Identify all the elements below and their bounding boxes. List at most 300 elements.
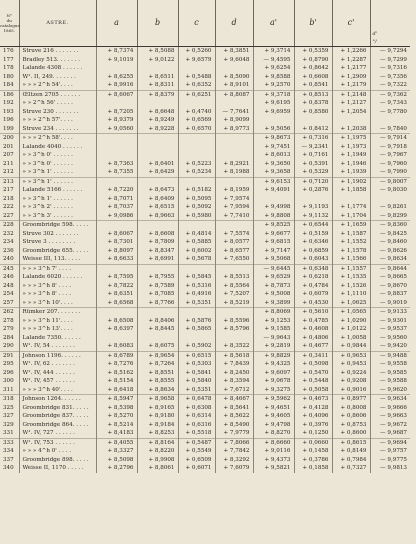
value-a bbox=[96, 143, 137, 152]
value-c: + 0,5234 bbox=[178, 168, 215, 177]
value-c-prime: + 1,2177 bbox=[332, 64, 370, 73]
value-b-prime: + 0,5391 bbox=[294, 160, 332, 169]
value-a: + 8,7220 bbox=[96, 186, 137, 195]
value-d-prime bbox=[370, 195, 410, 204]
value-d: + 8,5641 bbox=[215, 404, 253, 413]
catalogue-number: 211 bbox=[3, 160, 14, 167]
value-c-prime: + 1,1946 bbox=[332, 160, 370, 169]
table-row bbox=[0, 90, 410, 99]
catalogue-number: 325 bbox=[3, 404, 14, 411]
value-d-prime: — 9,8460 bbox=[370, 238, 410, 247]
header-col-a: a bbox=[96, 0, 137, 47]
star-name: » » 2^h 56' . . . . . bbox=[19, 99, 96, 108]
value-d: + 7,5574 bbox=[215, 230, 253, 239]
catalogue-number: 186 bbox=[0, 90, 19, 99]
value-b-prime: + 0,3411 bbox=[294, 351, 332, 360]
value-a-prime: + 9,6254 bbox=[253, 64, 294, 73]
value-c: + 0,5518 bbox=[178, 429, 215, 438]
value-d-prime: — 9,9488 bbox=[370, 351, 410, 360]
value-d: + 7,8439 bbox=[215, 360, 253, 369]
value-d-prime: — 9,9813 bbox=[370, 464, 410, 473]
value-c-prime: + 0,8753 bbox=[332, 421, 370, 430]
star-name: W¹. IV, 727 . . . . . . bbox=[19, 429, 96, 438]
value-d: + 7,6712 bbox=[215, 386, 253, 395]
catalogue-number: 296 bbox=[3, 369, 14, 376]
value-a: + 8,7595 bbox=[96, 273, 137, 282]
table-row bbox=[0, 464, 410, 473]
value-a-prime: + 9,4325 bbox=[253, 360, 294, 369]
table-row bbox=[0, 264, 410, 273]
value-d bbox=[215, 151, 253, 160]
value-c bbox=[178, 151, 215, 160]
catalogue-number: 177 bbox=[3, 56, 14, 63]
value-c-prime: + 1,1566 bbox=[332, 255, 370, 264]
value-c: + 0,6002 bbox=[178, 247, 215, 256]
table-row bbox=[0, 360, 410, 369]
value-b bbox=[137, 221, 178, 230]
star-name: » » » 3^h 11'. . . . bbox=[19, 317, 96, 326]
catalogue-number: 257 bbox=[3, 299, 14, 306]
value-c-prime: + 1,2909 bbox=[332, 73, 370, 82]
table-row bbox=[0, 377, 410, 386]
value-b-prime: + 0,6348 bbox=[294, 264, 332, 273]
value-b: + 8,6473 bbox=[137, 186, 178, 195]
value-c: + 0,5885 bbox=[178, 238, 215, 247]
value-a: + 8,6067 bbox=[96, 90, 137, 99]
value-d bbox=[215, 221, 253, 230]
star-name: Struve 216 . . . . . . . bbox=[19, 47, 96, 56]
value-b-prime: + 0,1458 bbox=[294, 447, 332, 456]
value-a: + 8,7374 bbox=[96, 47, 137, 56]
value-c bbox=[178, 134, 215, 143]
value-d: + 8,1988 bbox=[215, 168, 253, 177]
catalogue-number: 327 bbox=[3, 413, 14, 419]
value-d: — 7,7641 bbox=[215, 108, 253, 117]
catalogue-number: 192 bbox=[3, 100, 14, 106]
star-name: Rümker 207. . . . . . . bbox=[19, 308, 96, 317]
value-b-prime: + 0,5610 bbox=[294, 308, 332, 317]
value-c-prime: + 1,1902 bbox=[332, 177, 370, 186]
value-b-prime: + 0,3976 bbox=[294, 421, 332, 430]
star-name: » » 3^h 1' . . . . . . bbox=[19, 168, 96, 177]
value-c: + 0,6314 bbox=[178, 412, 215, 421]
value-b: + 8,8311 bbox=[137, 81, 178, 90]
table-row bbox=[0, 186, 410, 195]
value-c bbox=[178, 177, 215, 186]
value-b-prime: + 9,1132 bbox=[294, 212, 332, 221]
value-a-prime: + 9,5821 bbox=[253, 464, 294, 473]
value-c bbox=[178, 64, 215, 73]
value-a: + 8,5270 bbox=[96, 412, 137, 421]
value-c-prime: + 0,7327 bbox=[332, 464, 370, 473]
value-d-prime: — 9,8030 bbox=[370, 186, 410, 195]
value-a: + 8,7071 bbox=[96, 195, 137, 204]
value-d: + 8,5490 bbox=[215, 421, 253, 430]
value-a: + 8,4183 bbox=[96, 429, 137, 438]
value-c bbox=[178, 99, 215, 108]
catalogue-number: 184 bbox=[3, 82, 14, 88]
value-a: + 8,9379 bbox=[96, 116, 137, 125]
table-row bbox=[0, 429, 410, 438]
value-c-prime: + 1,1704 bbox=[332, 212, 370, 221]
star-name: Lalande 4308 . . . . . . bbox=[19, 64, 96, 73]
value-d bbox=[215, 334, 253, 343]
catalogue-number: 295 bbox=[3, 361, 14, 367]
value-d-prime: — 9,8644 bbox=[370, 264, 410, 273]
value-c: + 0,6308 bbox=[178, 404, 215, 413]
value-c-prime: + 0,8977 bbox=[332, 395, 370, 404]
catalogue-number: 213 bbox=[0, 177, 19, 186]
value-d: + 8,3851 bbox=[215, 47, 253, 56]
star-name: Struve 302 . . . . . . . bbox=[19, 230, 96, 239]
star-name: Weisse II, 1170 . . . . . bbox=[19, 464, 96, 473]
value-a: + 8,6351 bbox=[96, 290, 137, 299]
table-row bbox=[0, 203, 410, 212]
value-b bbox=[137, 143, 178, 152]
value-b-prime: + 0,8378 bbox=[294, 99, 332, 108]
value-b: + 8,8347 bbox=[137, 247, 178, 256]
value-a: + 8,6633 bbox=[96, 255, 137, 264]
value-d-prime: — 9,7914 bbox=[370, 134, 410, 143]
value-c-prime: + 0,9208 bbox=[332, 377, 370, 386]
value-a: + 8,7205 bbox=[96, 108, 137, 117]
table-row bbox=[0, 230, 410, 239]
value-a-prime: + 9,4998 bbox=[253, 203, 294, 212]
value-d bbox=[215, 64, 253, 73]
value-a-prime: + 9,6815 bbox=[253, 238, 294, 247]
value-a bbox=[96, 99, 137, 108]
value-b-prime: + 0,8580 bbox=[294, 108, 332, 117]
value-a-prime: + 9,8525 bbox=[253, 221, 294, 230]
table-row bbox=[0, 404, 410, 413]
value-a-prime: + 9,2819 bbox=[253, 342, 294, 351]
catalogue-number: 311 bbox=[3, 386, 14, 393]
value-c-prime: + 1,1858 bbox=[332, 186, 370, 195]
star-name: » » » 4^h 0' . . . . bbox=[19, 447, 96, 456]
star-name: W¹. IV, 444 . . . . . . bbox=[19, 369, 96, 378]
value-d: + 8,9099 bbox=[215, 116, 253, 125]
value-c-prime: + 0,8149 bbox=[332, 447, 370, 456]
value-a-prime: + 9,6153 bbox=[253, 177, 294, 186]
catalogue-number: 278 bbox=[3, 317, 14, 324]
catalogue-number: 300 bbox=[3, 378, 14, 384]
value-d: + 8,5622 bbox=[215, 412, 253, 421]
value-c-prime: + 1,1587 bbox=[332, 230, 370, 239]
value-b: + 8,8164 bbox=[137, 438, 178, 447]
value-d: + 8,2921 bbox=[215, 160, 253, 169]
value-a: + 8,7301 bbox=[96, 238, 137, 247]
value-b: + 8,9654 bbox=[137, 351, 178, 360]
value-d-prime: — 9,8007 bbox=[370, 177, 410, 186]
value-c-prime: + 1,1774 bbox=[332, 203, 370, 212]
catalogue-number: 228 bbox=[0, 221, 19, 230]
value-d: + 7,9574 bbox=[215, 195, 253, 204]
star-name: Groombridge 831. . . . . bbox=[19, 404, 96, 413]
catalogue-number: 232 bbox=[3, 230, 14, 237]
value-c: + 0,4740 bbox=[178, 108, 215, 117]
value-d: + 8,2450 bbox=[215, 369, 253, 378]
catalogue-number: 254 bbox=[3, 291, 14, 297]
header-col-a-prime: a' bbox=[253, 0, 294, 47]
value-d-prime: — 9,7294 bbox=[370, 47, 410, 56]
value-a-prime: + 9,3650 bbox=[253, 160, 294, 169]
value-c: + 0,6515 bbox=[178, 351, 215, 360]
value-c bbox=[178, 308, 215, 317]
value-a-prime: + 9,3899 bbox=[253, 299, 294, 308]
star-name: » » » 3^h 10'. . . . bbox=[19, 299, 96, 308]
header-col-c-prime: c' bbox=[332, 0, 370, 47]
table-row bbox=[0, 116, 410, 125]
catalogue-number: 196 bbox=[3, 117, 14, 123]
table-row bbox=[0, 195, 410, 204]
value-a: + 8,5398 bbox=[96, 404, 137, 413]
table-row bbox=[0, 386, 410, 395]
value-d-prime: — 9,7780 bbox=[370, 108, 410, 117]
value-b: + 8,6511 bbox=[137, 73, 178, 82]
value-b-prime: + 0,6043 bbox=[294, 255, 332, 264]
value-b-prime: + 0,7120 bbox=[294, 177, 332, 186]
catalogue-number: 262 bbox=[0, 308, 19, 317]
value-d-prime: — 9,8634 bbox=[370, 255, 410, 264]
value-a-prime: + 9,8588 bbox=[253, 73, 294, 82]
catalogue-number: 337 bbox=[3, 456, 14, 463]
catalogue-number: 318 bbox=[0, 395, 19, 404]
header-col-d-prime-label: d' bbox=[372, 31, 378, 37]
table-row bbox=[0, 47, 410, 56]
value-a-prime: + 9,4651 bbox=[253, 404, 294, 413]
star-name: Struve 3 . . . . . . . . bbox=[19, 238, 96, 247]
value-b-prime: + 9,1193 bbox=[294, 203, 332, 212]
value-b-prime: + 0,7161 bbox=[294, 151, 332, 160]
value-d-prime: — 9,9560 bbox=[370, 334, 410, 343]
value-b-prime: + 0,0660 bbox=[294, 438, 332, 447]
value-a bbox=[96, 334, 137, 343]
value-b-prime: + 0,4608 bbox=[294, 325, 332, 334]
table-row bbox=[0, 325, 410, 334]
table-row bbox=[0, 369, 410, 378]
value-d-prime: — 9,7362 bbox=[370, 90, 410, 99]
value-a: + 8,7822 bbox=[96, 282, 137, 291]
value-c: + 0,5092 bbox=[178, 203, 215, 212]
value-c: + 0,5876 bbox=[178, 317, 215, 326]
value-c: + 0,5678 bbox=[178, 255, 215, 264]
value-a: + 8,6397 bbox=[96, 325, 137, 334]
catalogue-number: 227 bbox=[3, 212, 14, 219]
header-col-b-prime: b' bbox=[294, 0, 332, 47]
value-b-prime: + 0,5359 bbox=[294, 47, 332, 56]
value-d: + 8,5513 bbox=[215, 273, 253, 282]
value-d bbox=[215, 143, 253, 152]
value-d: + 7,9594 bbox=[215, 203, 253, 212]
value-b: + 8,8220 bbox=[137, 447, 178, 456]
value-c: + 0,6569 bbox=[178, 116, 215, 125]
catalogue-number: 240 bbox=[3, 256, 14, 262]
value-a: + 8,7355 bbox=[96, 168, 137, 177]
value-c bbox=[178, 221, 215, 230]
value-a-prime: + 9,6195 bbox=[253, 99, 294, 108]
value-b: + 8,9165 bbox=[137, 404, 178, 413]
star-name: » » 3^h 1' . . . . . . bbox=[19, 195, 96, 204]
value-a-prime: + 9,3714 bbox=[253, 47, 294, 56]
value-a bbox=[96, 264, 137, 273]
value-a bbox=[96, 151, 137, 160]
value-c-prime: + 1,0122 bbox=[332, 325, 370, 334]
catalogue-number: 333 bbox=[0, 438, 19, 447]
value-c-prime: + 0,9453 bbox=[332, 360, 370, 369]
catalogue-number: 207 bbox=[3, 152, 14, 158]
star-name: » » 3^h 0' . . . . . . bbox=[19, 151, 96, 160]
value-a: + 8,5162 bbox=[96, 369, 137, 378]
value-b-prime: + 0,4530 bbox=[294, 299, 332, 308]
value-a: + 9,0986 bbox=[96, 212, 137, 221]
table-row bbox=[0, 64, 410, 73]
value-a-prime: + 9,5068 bbox=[253, 255, 294, 264]
value-d: + 8,5090 bbox=[215, 73, 253, 82]
value-c-prime: + 1,1535 bbox=[332, 273, 370, 282]
value-c-prime: + 1,2127 bbox=[332, 99, 370, 108]
value-b-prime: + 0,8642 bbox=[294, 64, 332, 73]
table-row bbox=[0, 81, 410, 90]
star-name: W¹. IV, 457 . . . . . . bbox=[19, 377, 96, 386]
value-c-prime: + 1,2179 bbox=[332, 81, 370, 90]
catalogue-number: 329 bbox=[3, 421, 14, 428]
table-row bbox=[0, 456, 410, 465]
value-c: + 0,5845 bbox=[178, 273, 215, 282]
value-c: + 0,6316 bbox=[178, 421, 215, 430]
star-name: » » 3^h 0' . . . . . . bbox=[19, 160, 96, 169]
catalogue-number: 340 bbox=[3, 465, 14, 471]
value-b-prime bbox=[294, 116, 332, 125]
value-a-prime: + 9,0116 bbox=[253, 447, 294, 456]
value-b: + 8,8555 bbox=[137, 377, 178, 386]
value-d: + 7,6550 bbox=[215, 255, 253, 264]
header-last-label: °/ bbox=[372, 39, 377, 45]
value-b-prime bbox=[294, 195, 332, 204]
value-d-prime: — 9,8670 bbox=[370, 282, 410, 291]
value-a: + 8,5098 bbox=[96, 456, 137, 465]
value-a-prime bbox=[253, 116, 294, 125]
table-header-row bbox=[0, 0, 410, 47]
table-row bbox=[0, 438, 410, 447]
value-a: + 8,8097 bbox=[96, 247, 137, 256]
star-name: Lalande 4040 . . . . . . bbox=[19, 143, 96, 152]
value-d-prime: — 9,9687 bbox=[370, 429, 410, 438]
catalogue-number: 290 bbox=[3, 343, 14, 349]
value-c-prime: + 1,1526 bbox=[332, 282, 370, 291]
catalogue-number: 200 bbox=[0, 134, 19, 143]
value-b: + 8,9663 bbox=[137, 212, 178, 221]
value-b-prime: + 0,4785 bbox=[294, 317, 332, 326]
value-b-prime: + 0,5058 bbox=[294, 386, 332, 395]
value-c: + 0,4916 bbox=[178, 290, 215, 299]
table-row bbox=[0, 56, 410, 65]
star-name: Weisse III, 113. . . . . bbox=[19, 255, 96, 264]
value-a bbox=[96, 177, 137, 186]
value-a: + 8,7037 bbox=[96, 203, 137, 212]
value-b: + 8,9908 bbox=[137, 456, 178, 465]
table-row bbox=[0, 290, 410, 299]
value-d: + 8,5596 bbox=[215, 317, 253, 326]
value-d: + 8,6577 bbox=[215, 247, 253, 256]
value-a: + 8,5947 bbox=[96, 395, 137, 404]
value-d bbox=[215, 264, 253, 273]
table-row bbox=[0, 395, 410, 404]
value-c: + 0,6071 bbox=[178, 464, 215, 473]
value-c: + 0,5488 bbox=[178, 73, 215, 82]
table-row bbox=[0, 177, 410, 186]
value-d-prime: — 9,7967 bbox=[370, 151, 410, 160]
table-row bbox=[0, 351, 410, 360]
value-c-prime: + 1,1578 bbox=[332, 247, 370, 256]
value-a: + 8,5154 bbox=[96, 377, 137, 386]
value-d-prime: — 9,9663 bbox=[370, 412, 410, 421]
value-a-prime: + 9,7451 bbox=[253, 143, 294, 152]
table-row bbox=[0, 273, 410, 282]
value-d-prime: — 9,7990 bbox=[370, 168, 410, 177]
value-d: + 8,4667 bbox=[215, 395, 253, 404]
value-c-prime: + 1,2287 bbox=[332, 56, 370, 65]
value-d: + 7,8066 bbox=[215, 438, 253, 447]
value-b: + 8,9180 bbox=[137, 412, 178, 421]
value-d: + 8,1959 bbox=[215, 186, 253, 195]
value-d-prime: — 9,9694 bbox=[370, 438, 410, 447]
value-d-prime: — 9,9558 bbox=[370, 360, 410, 369]
value-b: + 8,6648 bbox=[137, 108, 178, 117]
value-d-prime: — 9,9620 bbox=[370, 386, 410, 395]
value-d: + 8,3292 bbox=[215, 456, 253, 465]
catalogue-number: 334 bbox=[3, 448, 14, 454]
star-name: » » » 3^h 8' . . . . bbox=[19, 282, 96, 291]
value-b bbox=[137, 151, 178, 160]
value-a-prime: + 8,7873 bbox=[253, 282, 294, 291]
value-c: + 0,5260 bbox=[178, 47, 215, 56]
value-a bbox=[96, 64, 137, 73]
value-d-prime: — 9,8360 bbox=[370, 221, 410, 230]
value-b-prime: + 0,5098 bbox=[294, 360, 332, 369]
value-b: + 8,9184 bbox=[137, 421, 178, 430]
value-a: + 8,6083 bbox=[96, 342, 137, 351]
value-d-prime: — 9,9133 bbox=[370, 308, 410, 317]
value-b: + 8,9228 bbox=[137, 125, 178, 134]
value-d-prime bbox=[370, 116, 410, 125]
value-d bbox=[215, 308, 253, 317]
catalogue-number: 236 bbox=[3, 247, 14, 254]
value-b: + 8,8551 bbox=[137, 369, 178, 378]
value-c: + 0,5841 bbox=[178, 369, 215, 378]
value-d: + 7,9779 bbox=[215, 429, 253, 438]
value-a-prime: + 9,1253 bbox=[253, 317, 294, 326]
value-d-prime: — 9,9019 bbox=[370, 299, 410, 308]
star-name: » » » 3^h 13'. . . . bbox=[19, 325, 96, 334]
value-c: + 0,5351 bbox=[178, 386, 215, 395]
value-c-prime bbox=[332, 195, 370, 204]
value-b: + 8,8634 bbox=[137, 386, 178, 395]
value-a-prime: + 9,3658 bbox=[253, 168, 294, 177]
star-name: Œltzen 2705 . . . . . . bbox=[19, 90, 96, 99]
value-d-prime: — 9,9588 bbox=[370, 377, 410, 386]
value-b bbox=[137, 99, 178, 108]
table-row bbox=[0, 317, 410, 326]
value-d: + 7,5207 bbox=[215, 290, 253, 299]
table-row bbox=[0, 299, 410, 308]
table-row bbox=[0, 421, 410, 430]
value-a-prime: + 9,7147 bbox=[253, 247, 294, 256]
value-d: + 8,0577 bbox=[215, 238, 253, 247]
value-c-prime: + 1,0565 bbox=[332, 308, 370, 317]
value-c: + 0,5549 bbox=[178, 447, 215, 456]
catalogue-number: 284 bbox=[3, 334, 14, 341]
catalogue-number: 248 bbox=[3, 282, 14, 289]
